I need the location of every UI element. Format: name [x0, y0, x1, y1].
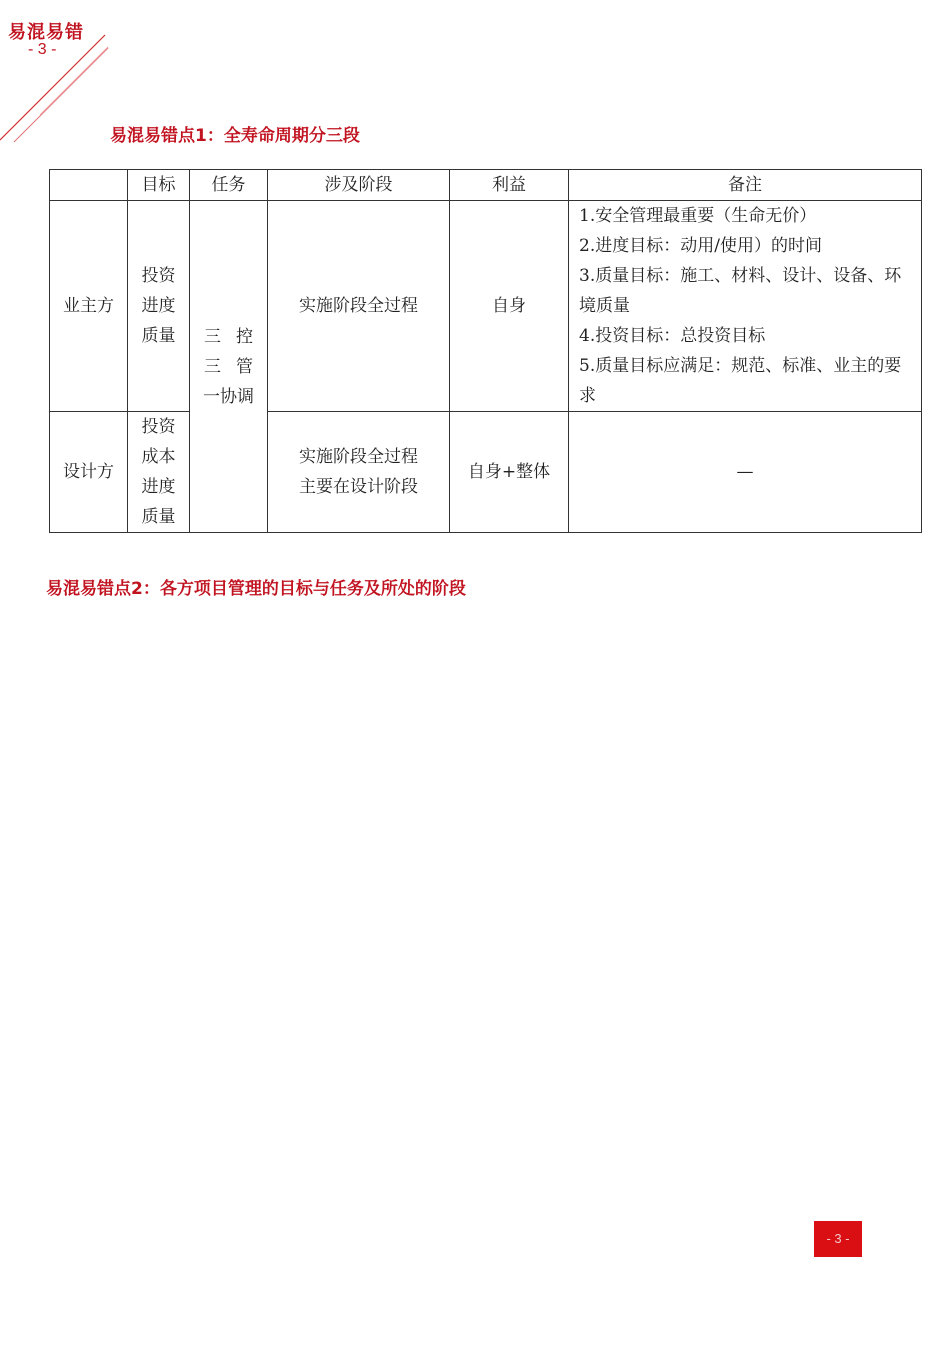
stage-item: 实施阶段全过程 — [299, 447, 418, 467]
goals-table — [49, 169, 922, 533]
task-item: 一协调 — [203, 386, 254, 407]
note-item: 5.质量目标应满足：规范、标准、业主的要求 — [579, 356, 902, 406]
notes-cell — [569, 201, 922, 412]
header-cell — [50, 170, 128, 201]
notes-cell: — — [569, 412, 922, 533]
table-row — [50, 412, 922, 533]
benefit-cell: 自身+整体 — [450, 412, 569, 533]
goal-item: 进度 — [141, 477, 176, 497]
header-cell: 任务 — [190, 170, 268, 201]
table-header-row — [50, 170, 922, 201]
task-item: 三 管 — [204, 356, 253, 377]
task-item: 三 控 — [204, 326, 253, 347]
goal-item: 成本 — [141, 447, 176, 467]
note-item: 4.投资目标：总投资目标 — [579, 326, 766, 346]
benefit-cell: 自身 — [450, 201, 569, 412]
stage-cell: 实施阶段全过程 — [268, 201, 450, 412]
note-item: 2.进度目标：动用/使用）的时间 — [579, 236, 822, 256]
header-title: 易混易错 — [8, 22, 84, 43]
goals-cell — [128, 412, 190, 533]
footer-page-badge: - 3 - — [814, 1221, 862, 1257]
header-cell: 备注 — [569, 170, 922, 201]
section1-heading: 易混易错点1：全寿命周期分三段 — [110, 126, 360, 146]
table-row — [50, 201, 922, 412]
goals-cell — [128, 201, 190, 412]
note-item: 1.安全管理最重要（生命无价） — [579, 206, 817, 226]
party-cell: 业主方 — [50, 201, 128, 412]
goal-item: 进度 — [141, 296, 176, 316]
header-cell: 目标 — [128, 170, 190, 201]
goal-item: 投资 — [141, 417, 176, 437]
note-item: 3.质量目标：施工、材料、设计、设备、环境质量 — [579, 266, 902, 316]
header-cell: 利益 — [450, 170, 569, 201]
stage-cell — [268, 412, 450, 533]
goal-item: 质量 — [141, 507, 176, 527]
section2-heading: 易混易错点2：各方项目管理的目标与任务及所处的阶段 — [46, 579, 466, 599]
stage-item: 主要在设计阶段 — [299, 477, 418, 497]
header-page-number: - 3 - — [28, 41, 57, 58]
goal-item: 投资 — [141, 266, 176, 286]
task-cell — [190, 201, 268, 533]
goal-item: 质量 — [141, 326, 176, 346]
header-cell: 涉及阶段 — [268, 170, 450, 201]
party-cell: 设计方 — [50, 412, 128, 533]
